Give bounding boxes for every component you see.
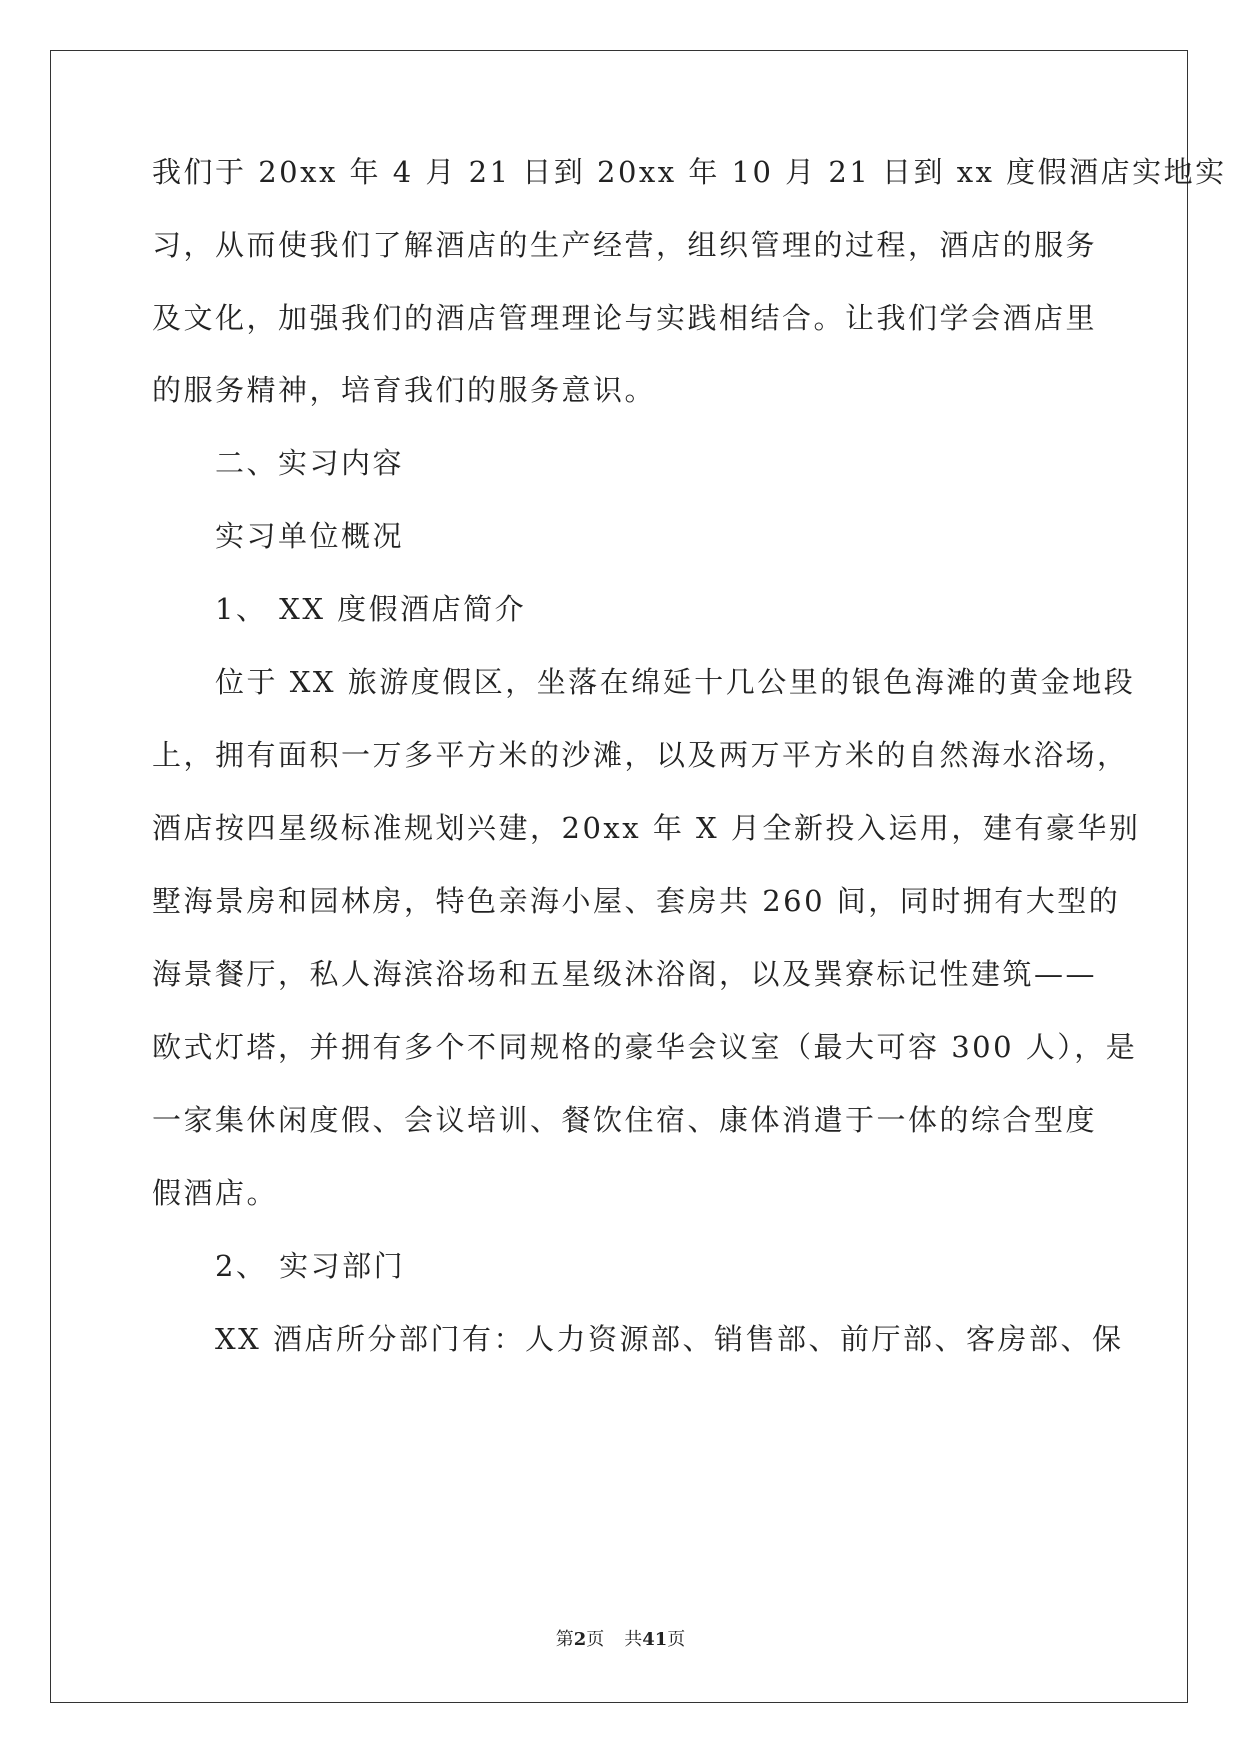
body-line-15: 假酒店。 bbox=[152, 1176, 279, 1210]
footer-page-suffix: 页 bbox=[586, 1629, 605, 1650]
body-line-12: 海景餐厅，私人海滨浴场和五星级沐浴阁，以及巽寮标记性建筑—— bbox=[152, 957, 1098, 991]
page-footer bbox=[0, 1625, 1241, 1651]
body-line-3: 及文化，加强我们的酒店管理理论与实践相结合。让我们学会酒店里 bbox=[152, 301, 1098, 335]
footer-total-prefix: 共 bbox=[624, 1629, 643, 1650]
body-line-9: 上，拥有面积一万多平方米的沙滩，以及两万平方米的自然海水浴场， bbox=[152, 738, 1129, 772]
footer-total-suffix: 页 bbox=[667, 1629, 686, 1650]
body-line-17: XX 酒店所分部门有：人力资源部、销售部、前厅部、客房部、保 bbox=[215, 1322, 1124, 1356]
body-line-8: 位于 XX 旅游度假区，坐落在绵延十几公里的银色海滩的黄金地段 bbox=[215, 665, 1136, 699]
body-line-1: 我们于 20xx 年 4 月 21 日到 20xx 年 10 月 21 日到 xx 度假酒店实地实 bbox=[152, 155, 1227, 189]
body-line-4: 的服务精神，培育我们的服务意识。 bbox=[152, 373, 657, 407]
body-line-10: 酒店按四星级标准规划兴建，20xx 年 X 月全新投入运用，建有豪华别 bbox=[152, 811, 1141, 845]
section-heading: 二、实习内容 bbox=[215, 446, 405, 480]
item-heading-2: 2、 实习部门 bbox=[215, 1249, 406, 1283]
footer-page-number: 2 bbox=[573, 1629, 587, 1650]
item-heading-1: 1、 XX 度假酒店简介 bbox=[215, 592, 527, 626]
body-line-14: 一家集休闲度假、会议培训、餐饮住宿、康体消遣于一体的综合型度 bbox=[152, 1103, 1098, 1137]
footer-page-prefix: 第 bbox=[555, 1629, 574, 1650]
subsection-heading: 实习单位概况 bbox=[215, 519, 405, 553]
body-line-11: 墅海景房和园林房，特色亲海小屋、套房共 260 间，同时拥有大型的 bbox=[152, 884, 1121, 918]
footer-total-number: 41 bbox=[642, 1629, 668, 1650]
body-line-13: 欧式灯塔，并拥有多个不同规格的豪华会议室（最大可容 300 人），是 bbox=[152, 1030, 1138, 1064]
body-line-2: 习，从而使我们了解酒店的生产经营，组织管理的过程，酒店的服务 bbox=[152, 228, 1098, 262]
page-border bbox=[50, 50, 1188, 1703]
